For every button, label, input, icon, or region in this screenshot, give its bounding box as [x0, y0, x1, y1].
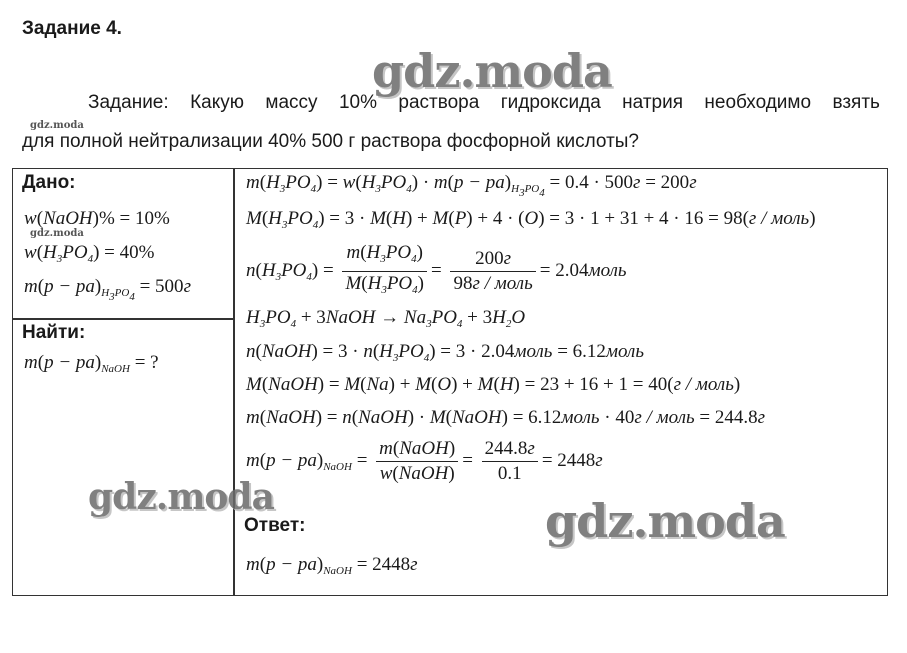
- solution-n-naoh: n(NaOH) = $3 \cdot n(H_3PO_4) = 3$ · 2.04моль = 6.12моль: [246, 341, 644, 364]
- task-statement-line2: для полной нейтрализации 40% 500 г раствора фосфорной кислоты?: [22, 131, 639, 152]
- find-label: Найти:: [22, 322, 86, 343]
- solution-m-naoh: m(NaOH) = n(NaOH) · M(NaOH) = 6.12моль · 40г / моль = 244.8г: [246, 407, 766, 428]
- given-label: Дано:: [22, 172, 76, 193]
- task-statement-line1: Задание: Какую массу 10% раствора гидроксида натрия необходимо взять: [88, 92, 880, 113]
- answer-value: $m(p - pa)_{NaOH} = 2448г$: [246, 554, 418, 577]
- answer-label: Ответ:: [244, 515, 306, 536]
- watermark-small-2: gdz.moda: [30, 228, 84, 239]
- task-title: Задание 4.: [22, 18, 122, 39]
- given-m-solution: $m(p - pa)_{H_3PO_4} = 500г$: [24, 276, 191, 303]
- given-w-naoh: w(NaOH)% = 10%: [24, 208, 170, 229]
- find-target: $m(p - pa)_{NaOH}$ = ?: [24, 352, 159, 375]
- watermark-right: gdz.moda: [545, 494, 785, 548]
- solution-m-h3po4: $m(H_3PO_4) = w(H_3PO_4) \cdot m(p - pa)_{H_3PO_4} = 0.4 \cdot 500г = 200г$: [246, 172, 697, 199]
- solution-reaction: $H_3PO_4$ + 3NaOH → $Na_3PO_4 + 3H_2O$: [246, 307, 526, 330]
- table-divider-vertical: [233, 168, 235, 596]
- given-w-h3po4: $w(H_3PO_4) = 40\%$: [24, 242, 155, 265]
- solution-molar-mass-h3po4: $M(H_3PO_4) = 3 \cdot M(H) + M(P) + 4 \cdot (O) = 3 \cdot 1 + 31 + 4 \cdot 16 = 98(г$ / моль): [246, 208, 816, 231]
- watermark-top: gdz.moda: [372, 44, 612, 98]
- watermark-small-1: gdz.moda: [30, 120, 84, 131]
- solution-molar-mass-naoh: M(NaOH) = M(Na) + M(O) + M(H) = 23 + 16 + 1 = 40(г / моль): [246, 374, 741, 395]
- solution-m-solution-naoh: $m(p - pa)_{NaOH}$ = $\frac{\text{m(NaOH)}}{\text{w(NaOH)}}$ = $\frac{244.8г}{0.1}$ = 2448г: [246, 438, 603, 484]
- solution-n-h3po4: $n(H_3PO_4)$ = $\frac{m(H_3PO_4)}{M(H_3PO_4)}$ = $\frac{200г}{\text{98г / моль}}$ = 2.04моль: [246, 242, 627, 296]
- table-divider-horizontal: [12, 318, 234, 320]
- watermark-left: gdz.moda: [88, 476, 274, 518]
